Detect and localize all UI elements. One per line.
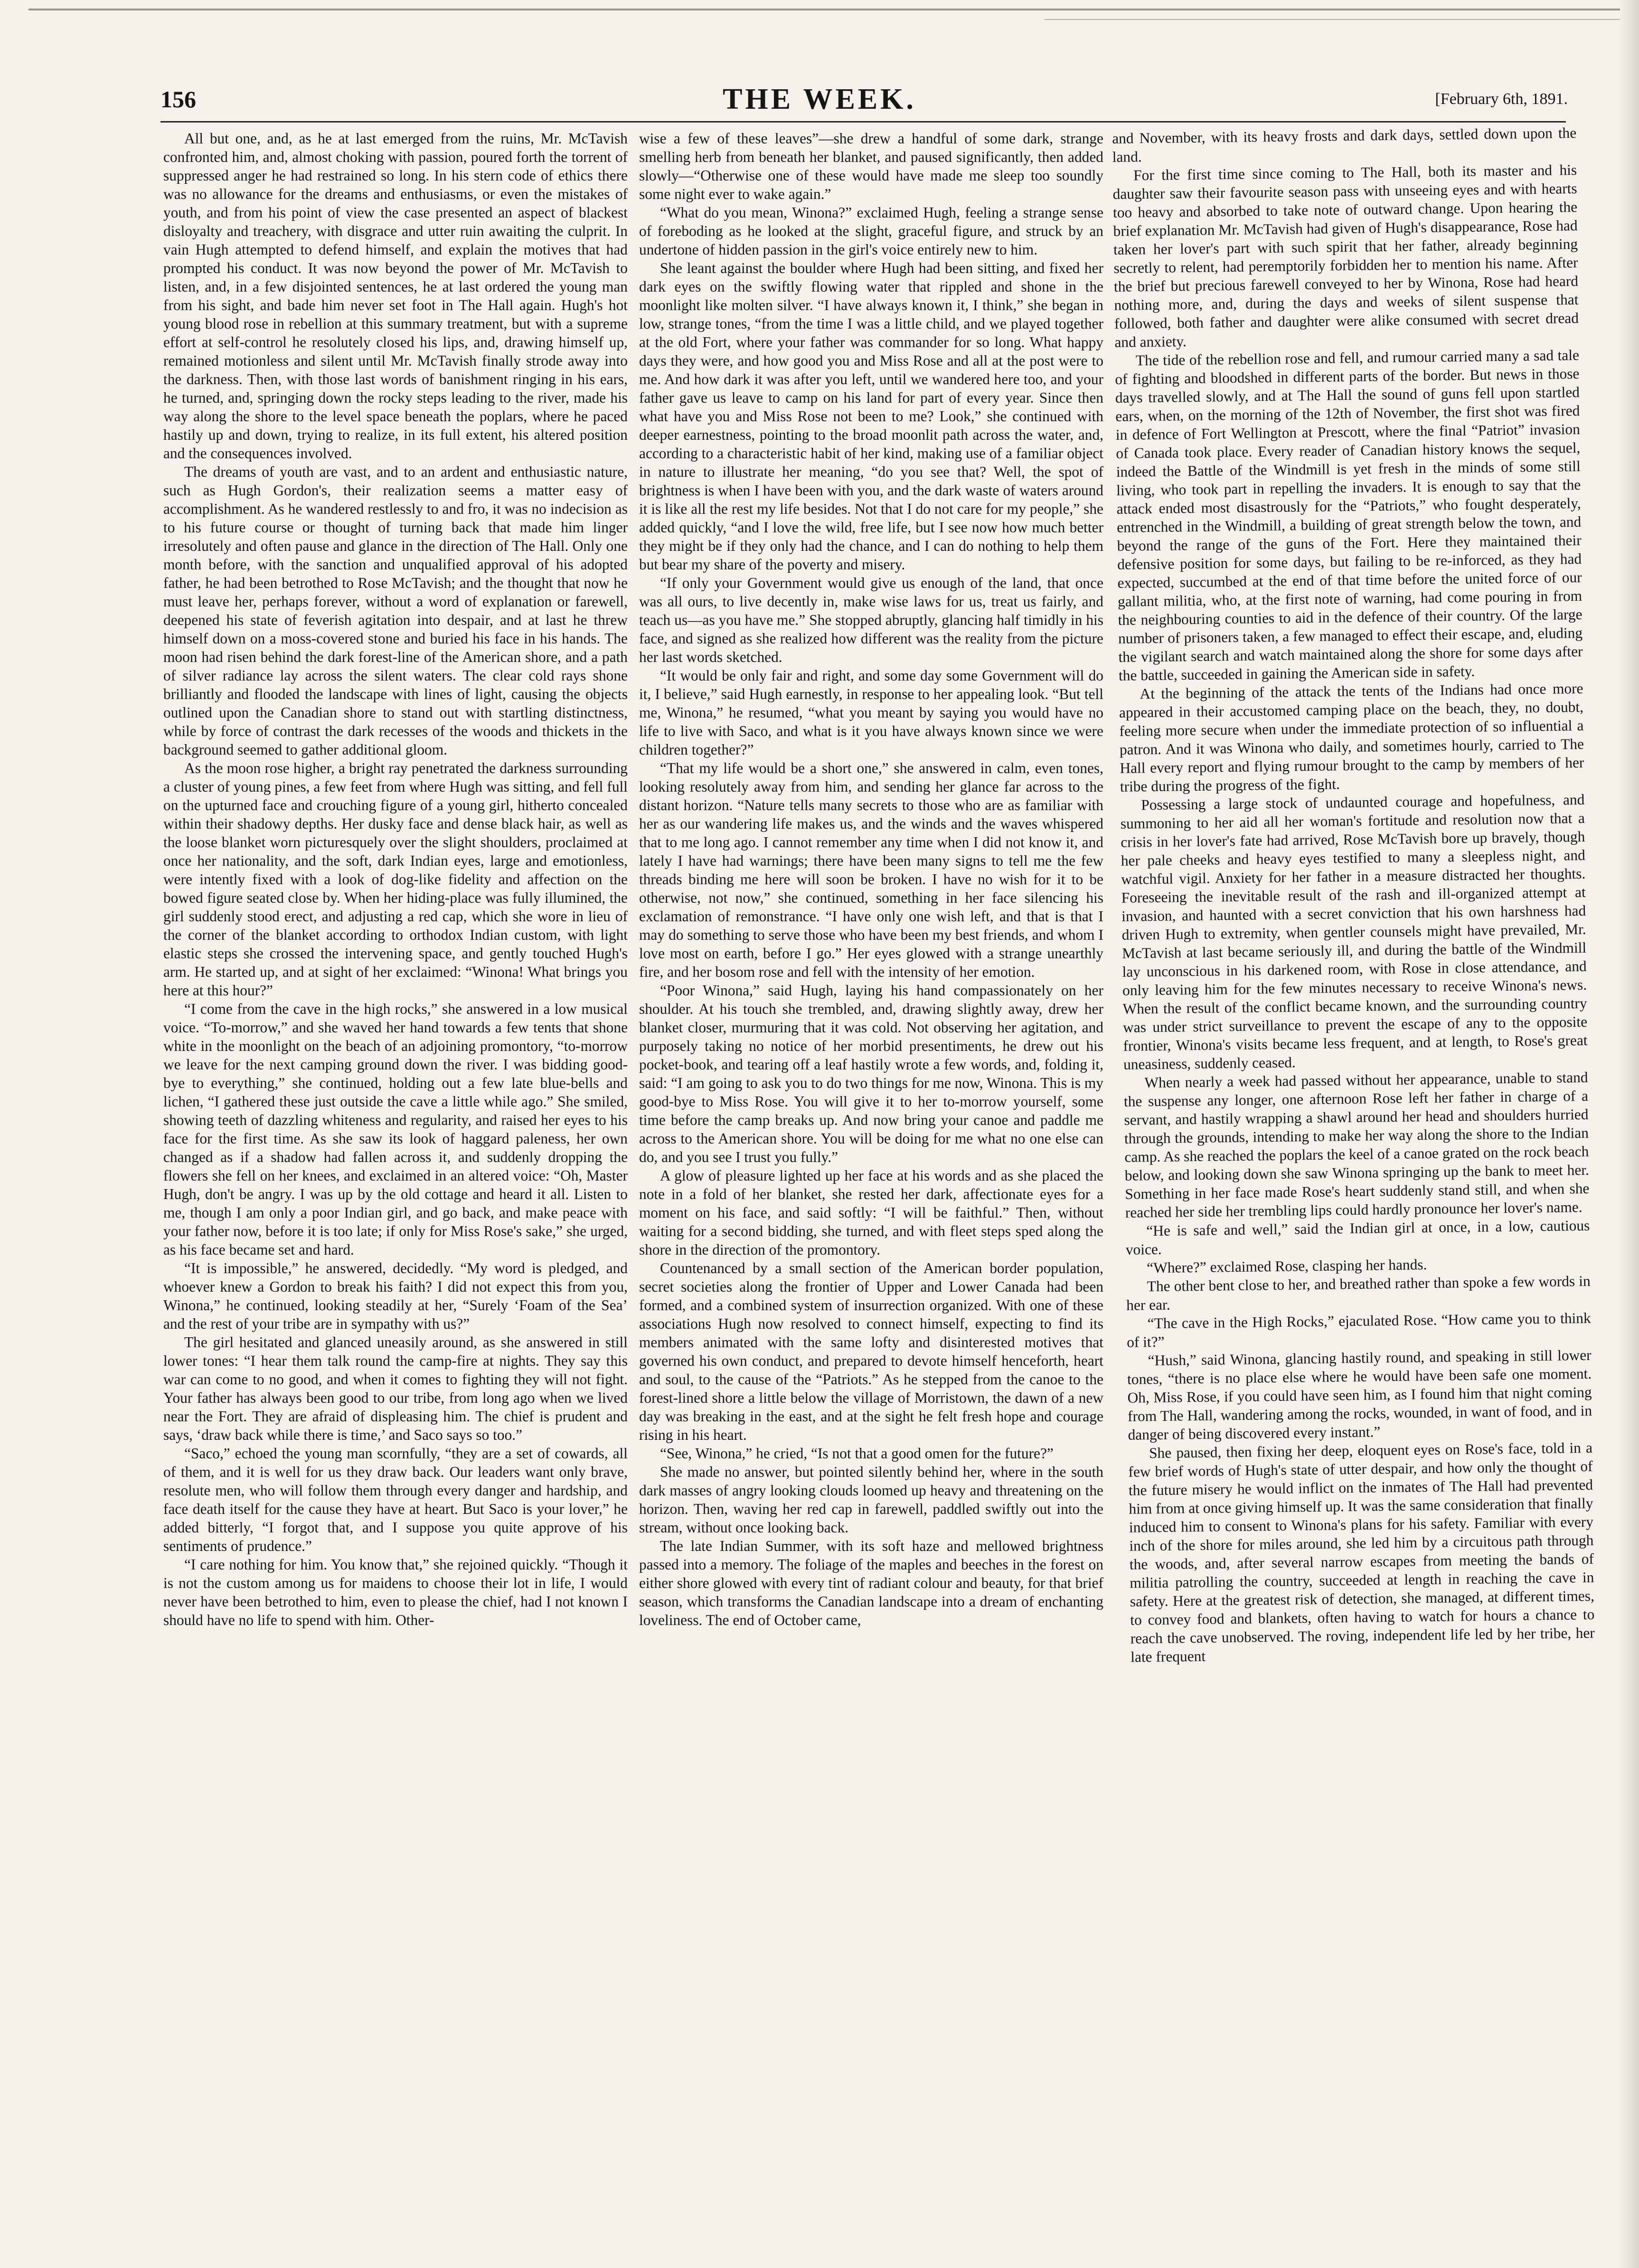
- paragraph: At the beginning of the attack the tents of the Indians had once more appeared in their accustomed camping place on the beach, they, no doubt, feeling more secure when under the immediate protection of so influential a patron. And it was Winona who daily, and sometimes hourly, carried to The Hall every report and flying rumour brought to the camp by members of her tribe during the progress of the fight.: [1119, 680, 1584, 795]
- paragraph: For the first time since coming to The Hall, both its master and his daughter saw their favourite season pass with unseeing eyes and with hearts too heavy and absorbed to take note of outward change. Upon hearing the brief explanation Mr. McTavish had given of Hugh's disappearance, Rose had taken her lover's part with such spirit that her father, already beginning secretly to relent, had peremptorily forbidden her to mention his name. After the brief but precious farewell conveyed to her by Winona, Rose had heard nothing more, and, during the days and weeks of silent suspense that followed, both father and daughter were alike consumed with secret dread and anxiety.: [1112, 161, 1579, 350]
- paragraph: “It would be only fair and right, and some day some Government will do it, I believe,” said Hugh earnestly, in response to her appealing look. “But tell me, Winona,” he resumed, “what you meant by saying you would have no life to live with Saco, and what is it you have always known since we were children together?”: [639, 667, 1103, 758]
- paragraph: A glow of pleasure lighted up her face at his words and as she placed the note in a fold of her blanket, she rested her dark, affectionate eyes for a moment on his face, and said softly: “I will be faithful.” Then, without waiting for a second bidding, she turned, and with fleet steps sped along the shore in the direction of the promontory.: [639, 1167, 1103, 1258]
- paragraph: “He is safe and well,” said the Indian girl at once, in a low, cautious voice.: [1125, 1217, 1590, 1258]
- header-rule: [160, 121, 1566, 123]
- text-column-1: [163, 129, 628, 1629]
- paragraph: The tide of the rebellion rose and fell, and rumour carried many a sad tale of fighting and bloodshed in different parts of the border. But news in those days travelled slowly, and at The Hall the sound of guns fell upon startled ears, when, on the morning of the 12th of November, the first shot was fired in defence of Fort Wellington at Prescott, where the final “Patriot” invasion of Canada took place. Every reader of Canadian history knows the sequel, indeed the Battle of the Windmill is yet fresh in the minds of some still living, who took part in repelling the invaders. It is enough to say that the attack ended most disastrously for the “Patriots,” who fought desperately, entrenched in the Windmill, a building of great strength below the town, and beyond the range of the guns of the Fort. Here they maintained their defensive position for some days, but failing to be re-inforced, as they had expected, succumbed at the end of that time before the united force of our gallant militia, who, at the first note of warning, had come pouring in from the neighbouring counties to aid in the defence of their country. Of the large number of prisoners taken, a few managed to effect their escape, and, eluding the vigilant search and watch maintained along the shore for some days after the battle, succeeded in gaining the American side in safety.: [1115, 347, 1583, 684]
- paragraph: “That my life would be a short one,” she answered in calm, even tones, looking resolutely away from him, and sending her glance far across to the distant horizon. “Nature tells many secrets to those who are as familiar with her as our wandering life makes us, and the winds and the waves whispered that to me long ago. I cannot remember any time when I did not know it, and lately I have had warnings; there have been many signs to tell me the few threads binding me here will soon be broken. I have no wish for it to be otherwise, not now,” she continued, something in her face silencing his exclamation of remonstrance. “I have only one wish left, and that is that I may do something to serve those who have been my best friends, and whom I love most on earth, before I go.” Her eyes glowed with a strange unearthly fire, and her bosom rose and fell with the intensity of her emotion.: [639, 760, 1103, 980]
- paragraph: “I care nothing for him. You know that,” she rejoined quickly. “Though it is not the custom among us for maidens to choose their lot in life, I would never have been betrothed to him, even to please the chief, had I not known I should have no life to spend with him. Other-: [163, 1556, 628, 1628]
- paragraph: “Hush,” said Winona, glancing hastily round, and speaking in still lower tones, “there is no place else where he would have been safe one moment. Oh, Miss Rose, if you could have seen him, as I found him that night coming from The Hall, wandering among the rocks, wounded, in want of food, and in danger of being discovered every instant.”: [1127, 1346, 1592, 1443]
- text-column-2: [639, 129, 1103, 1629]
- paragraph: “If only your Government would give us enough of the land, that once was all ours, to live decently in, make wise laws for us, treat us fairly, and teach us—as you have me.” She stopped abruptly, glancing half timidly in his face, and signed as she realized how different was the reality from the picture her last words sketched.: [639, 575, 1103, 665]
- paragraph: She made no answer, but pointed silently behind her, where in the south dark masses of angry looking clouds loomed up heavy and threatening on the horizon. Then, waving her red cap in farewell, paddled swiftly out into the stream, without once looking back.: [639, 1464, 1103, 1536]
- paragraph: “Poor Winona,” said Hugh, laying his hand compassionately on her shoulder. At his touch she trembled, and, drawing slightly away, drew her blanket closer, murmuring that it was cold. Not observing her agitation, and purposely taking no notice of her morbid presentiments, he drew out his pocket-book, and tearing off a leaf hastily wrote a few words, and, folding it, said: “I am going to ask you to do two things for me now, Winona. This is my good-bye to Miss Rose. You will give it to her to-morrow yourself, some time before the camp breaks up. And now bring your canoe and paddle me across to the American shore. You will be doing for me what no one else can do, and you see I trust you fully.”: [639, 982, 1103, 1165]
- paragraph: “See, Winona,” he cried, “Is not that a good omen for the future?”: [660, 1445, 1054, 1462]
- paragraph: wise a few of these leaves”—she drew a handful of some dark, strange smelling herb from beneath her blanket, and paused significantly, then added slowly—“Otherwise one of these would have made me sleep too soundly some night ever to wake again.”: [639, 130, 1103, 202]
- paragraph: The late Indian Summer, with its soft haze and mellowed brightness passed into a memory. The foliage of the maples and beeches in the forest on either shore glowed with every tint of radiant colour and beauty, for that brief season, which transforms the Canadian landscape into a dream of enchanting loveliness. The end of October came,: [639, 1538, 1103, 1628]
- paragraph: As the moon rose higher, a bright ray penetrated the darkness surrounding a cluster of young pines, a few feet from where Hugh was sitting, and fell full on the upturned face and crouching figure of a young girl, hitherto concealed within their shadowy depths. Her dusky face and dense black hair, as well as the loose blanket worn picturesquely over the slight shoulders, proclaimed at once her nationality, and the soft, dark Indian eyes, large and emotionless, were intently fixed with a look of dog-like fidelity and affection on the bowed figure seated close by. When her hiding-place was fully illumined, the girl suddenly stood erect, and adjusting a red cap, which she wore in lieu of the corner of the blanket according to orthodox Indian custom, with light elastic steps she crossed the intervening space, and gently touched Hugh's arm. He started up, and at sight of her exclaimed: “Winona! What brings you here at this hour?”: [163, 760, 628, 999]
- paragraph: She paused, then fixing her deep, eloquent eyes on Rose's face, told in a few brief words of Hugh's state of utter despair, and how only the thought of the future misery he would inflict on the inmates of The Hall had prevented him from at once giving himself up. It was the same consideration that finally induced him to consent to Winona's plans for his safety. Familiar with every inch of the shore for miles around, she led him by a circuitous path through the woods, and, after several narrow escapes from meeting the bands of militia patrolling the country, succeeded at length in reaching the cave in safety. Here at the greatest risk of detection, she managed, at different times, to convey food and blankets, often having to watch for hours a chance to reach the cave unobserved. The roving, independent life led by her tribe, her late frequent: [1128, 1439, 1595, 1665]
- paragraph: She leant against the boulder where Hugh had been sitting, and fixed her dark eyes on the swiftly flowing water that rippled and shone in the moonlight like molten silver. “I have always known it, I think,” she began in low, strange tones, “from the time I was a little child, and we played together at the old Fort, where your father was commander for so long. What happy days they were, and how good you and Miss Rose and all at the post were to me. And how dark it was after you left, until we wandered here too, and your father gave us leave to camp on his land for part of every year. Since then what have you and Miss Rose not been to me? Look,” she continued with deeper earnestness, pointing to the broad moonlit path across the water, and, according to a characteristic habit of her kind, making use of a familiar object in nature to illustrate her meaning, “do you see that? Well, the spot of brightness is when I have been with you, and the dark waste of waters around it is like all the rest my life besides. Not that I do not care for my people,” she added quickly, “and I love the wild, free life, but I see now how much better they might be if they only had the chance, and I can do nothing to help them but bear my share of the poverty and misery.: [639, 260, 1103, 573]
- page-header: [0, 85, 1639, 123]
- top-edge-rule-secondary: [1045, 19, 1620, 20]
- page-number: 156: [160, 86, 196, 113]
- issue-date: [February 6th, 1891.: [1435, 90, 1568, 108]
- top-edge-rule: [28, 9, 1620, 10]
- masthead-title: THE WEEK.: [723, 83, 916, 115]
- paragraph: “It is impossible,” he answered, decidedly. “My word is pledged, and whoever knew a Gordon to break his faith? I did not expect this from you, Winona,” he continued, looking steadily at her, “Surely ‘Foam of the Sea’ and the rest of your tribe are in sympathy with us?”: [163, 1260, 628, 1332]
- paragraph: Countenanced by a small section of the American border population, secret societies along the frontier of Upper and Lower Canada had been formed, and a combined system of insurrection organized. With one of these associations Hugh now resolved to connect himself, expecting to find its members animated with the same lofty and disinterested motives that governed his own conduct, and prepared to devote himself henceforth, heart and soul, to the cause of the “Patriots.” As he stepped from the canoe to the forest-lined shore a little below the village of Morristown, the dawn of a new day was breaking in the east, and at the sight he felt fresh hope and courage rising in his heart.: [639, 1260, 1103, 1443]
- paragraph: and November, with its heavy frosts and dark days, settled down upon the land.: [1112, 124, 1577, 165]
- paragraph: “Saco,” echoed the young man scornfully, “they are a set of cowards, all of them, and it is well for us they draw back. Our leaders want only brave, resolute men, who will follow them through every danger and hardship, and face death itself for the cause they have at heart. But Saco is your lover,” he added bitterly, “I forgot that, and I suppose you quite approve of his sentiments of prudence.”: [163, 1445, 628, 1554]
- text-column-3: [1112, 123, 1595, 1666]
- paragraph: The other bent close to her, and breathed rather than spoke a few words in her ear.: [1126, 1272, 1591, 1314]
- paragraph: “I come from the cave in the high rocks,” she answered in a low musical voice. “To-morrow,” and she waved her hand towards a few tents that shone white in the moonlight on the beach of an adjoining promontory, “to-morrow we leave for the next camping ground down the river. I was bidding good-bye to everything,” she continued, holding out a few late blue-bells and lichen, “I gathered these just outside the cave a little while ago.” She smiled, showing teeth of dazzling whiteness and regularity, and raised her eyes to his face for the first time. As she saw its look of haggard paleness, her own changed as if a shadow had fallen across it, and suddenly dropping the flowers she fell on her knees, and exclaimed in an altered voice: “Oh, Master Hugh, don't be angry. I was up by the old cottage and heard it all. Listen to me, though I am only a poor Indian girl, and go back, and make peace with your father now, before it is too late; if only for Miss Rose's sake,” she urged, as his face became set and hard.: [163, 1001, 628, 1258]
- paragraph: The dreams of youth are vast, and to an ardent and enthusiastic nature, such as Hugh Gordon's, their realization seems a matter easy of accomplishment. As he wandered restlessly to and fro, it was no indecision as to his future course or thought of turning back that made him linger irresolutely and often pause and glance in the direction of The Hall. Only one month before, with the sanction and unqualified approval of his adopted father, he had been betrothed to Rose McTavish; and the thought that now he must leave her, perhaps forever, without a word of explanation or farewell, deepened his state of feverish agitation into despair, and at last he threw himself down on a moss-covered stone and buried his face in his hands. The moon had risen behind the dark forest-line of the American shore, and a path of silver radiance lay across the silent waters. The clear cold rays shone brilliantly and flooded the landscape with lines of light, causing the objects outlined upon the Canadian shore to stand out with startling distinctness, while by force of contrast the dark recesses of the woods and thickets in the background seemed to gather additional gloom.: [163, 463, 628, 758]
- paragraph: Possessing a large stock of undaunted courage and hopefulness, and summoning to her aid all her woman's fortitude and resolution now that a crisis in her lover's fate had arrived, Rose McTavish bore up bravely, though her pale cheeks and heavy eyes testified to many a sleepless night, and watchful vigil. Anxiety for her father in a measure distracted her thoughts. Foreseeing the inevitable result of the rash and ill-organized attempt at invasion, and haunted with a secret conviction that his own harshness had driven Hugh to extremity, when gentler counsels might have prevailed, Mr. McTavish at last became seriously ill, and during the battle of the Windmill lay unconscious in his darkened room, with Rose in close attendance, and only leaving him for the few minutes necessary to receive Winona's news. When the result of the conflict became known, and the surrounding country was under strict surveillance to prevent the escape of any to the opposite frontier, Winona's visits became less frequent, and at length, to Rose's great uneasiness, suddenly ceased.: [1120, 791, 1588, 1073]
- paragraph: “The cave in the High Rocks,” ejaculated Rose. “How came you to think of it?”: [1126, 1309, 1591, 1351]
- paragraph: “What do you mean, Winona?” exclaimed Hugh, feeling a strange sense of foreboding as he looked at the slight, graceful figure, and struck by an undertone of hidden passion in the girl's voice entirely new to him.: [639, 204, 1103, 258]
- paragraph: “Where?” exclaimed Rose, clasping her hands.: [1147, 1256, 1427, 1276]
- paragraph: When nearly a week had passed without her appearance, unable to stand the suspense any longer, one afternoon Rose left her father in charge of a servant, and hastily wrapping a shawl around her head and shoulders hurried through the grounds, intending to make her way along the shore to the Indian camp. As she reached the poplars the keel of a canoe grated on the rock beach below, and looking down she saw Winona springing up the bank to meet her. Something in her face made Rose's heart suddenly stand still, and when she reached her side her trembling lips could hardly pronounce her lover's name.: [1123, 1068, 1590, 1221]
- paragraph: The girl hesitated and glanced uneasily around, as she answered in still lower tones: “I hear them talk round the camp-fire at nights. They say this war can come to no good, and when it comes to fighting they will not fight. Your father has always been good to our tribe, from long ago when we lived near the Fort. They are afraid of displeasing him. The chief is prudent and says, ‘draw back while there is time,’ and Saco says so too.”: [163, 1334, 628, 1443]
- page-right-edge-shadow: [1620, 0, 1639, 2268]
- paragraph: All but one, and, as he at last emerged from the ruins, Mr. McTavish confronted him, and, almost choking with passion, poured forth the torrent of suppressed anger he had restrained so long. In his stern code of ethics there was no allowance for the dreams and enthusiasms, or even the mistakes of youth, and from his point of view the case presented an aspect of blackest disloyalty and treachery, with disgrace and utter ruin awaiting the culprit. In vain Hugh attempted to defend himself, and explain the motives that had prompted his conduct. It was now beyond the power of Mr. McTavish to listen, and, in a few disjointed sentences, he at last ordered the young man from his sight, and bade him never set foot in The Hall again. Hugh's hot young blood rose in rebellion at this summary treatment, but with a supreme effort at self-control he resolutely closed his lips, and, drawing himself up, remained motionless and silent until Mr. McTavish finally strode away into the darkness. Then, with those last words of banishment ringing in his ears, he turned, and, springing down the rocky steps leading to the river, made his way along the shore to the level space beneath the poplars, where he paced hastily up and down, trying to realize, in its full extent, his altered position and the consequences involved.: [163, 130, 628, 462]
